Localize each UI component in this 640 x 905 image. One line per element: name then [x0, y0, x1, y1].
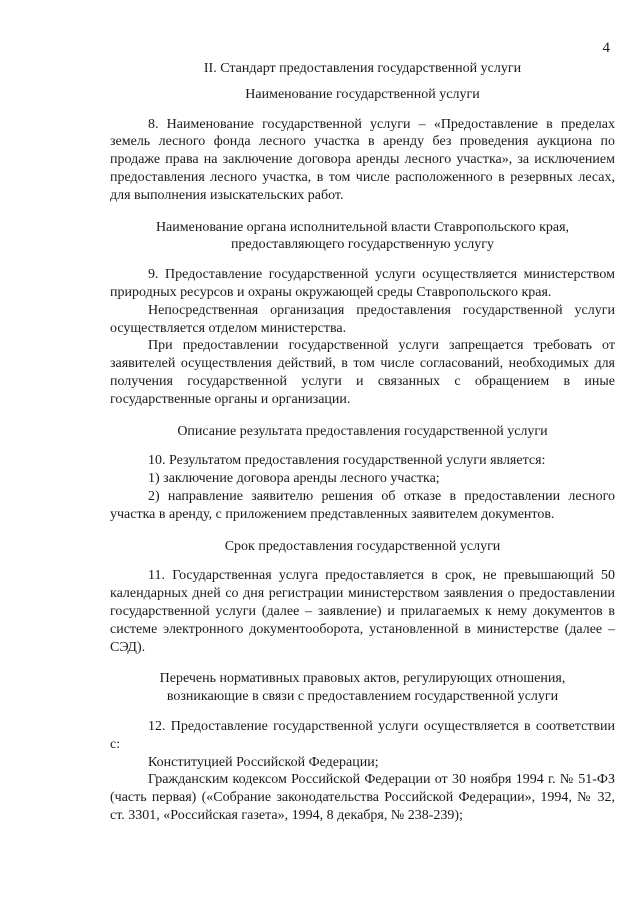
- page-number: 4: [602, 40, 610, 56]
- subsection-title-service-name: Наименование государственной услуги: [245, 86, 480, 102]
- list-item-result-2: 2) направление заявителю решения об отказе в предоставлении лесного участка в аренду, с приложением представленных заявителем документов.: [110, 488, 615, 522]
- paragraph-9-prohibition: При предоставлении государственной услуги запрещается требовать от заявителей осуществления действий, в том числе согласований, необходимых для получения государственной услуги и связанных с обращением в иные государственные органы и организации.: [110, 338, 615, 407]
- subsection-title-executive-body: Наименование органа исполнительной власти Ставропольского края, предоставляющего государственную услугу: [155, 219, 570, 253]
- section-title: II. Стандарт предоставления государственной услуги: [203, 61, 522, 76]
- paragraph-9-organization: Непосредственная организация предоставления государственной услуги осуществляется отделом министерства.: [110, 302, 615, 336]
- subsection-title-legal-acts: Перечень нормативных правовых актов, регулирующих отношения, возникающие в связи с предоставлением государственной услуги: [159, 671, 566, 705]
- paragraph-11: 11. Государственная услуга предоставляется в срок, не превышающий 50 календарных дней со дня регистрации министерством заявления о предоставлении государственной услуги (далее – заявление) и прилагаемых к нему документов в системе электронного документооборота, установленной в министерстве (далее – СЭД).: [110, 568, 615, 655]
- paragraph-10: 10. Результатом предоставления государственной услуги является:: [148, 453, 546, 469]
- paragraph-9: 9. Предоставление государственной услуги осуществляется министерством природных ресурсов и охраны окружающей среды Ставропольского края.: [110, 267, 615, 300]
- paragraph-8: 8. Наименование государственной услуги – «Предоставление в пределах земель лесного фонда лесного участка в аренду без проведения аукциона по продаже права на заключение договора аренды лесного участка», за исключением предоставления лесного участка, в том числе расположенного в резервных лесах, для выполнения изыскательских работ.: [110, 116, 615, 203]
- list-item-result-1: 1) заключение договора аренды лесного участка;: [148, 471, 440, 487]
- legal-act-civil-code: Гражданским кодексом Российской Федерации от 30 ноября 1994 г. № 51-ФЗ (часть первая) («Собрание законодательства Российской Федерации», 1994, № 32, ст. 3301, «Российская газета», 1994, 8 декабря, № 238-239);: [110, 772, 615, 823]
- subsection-title-result: Описание результата предоставления государственной услуги: [177, 423, 548, 439]
- document-body: [110, 60, 615, 825]
- legal-act-constitution: Конституцией Российской Федерации;: [148, 754, 379, 770]
- paragraph-12: 12. Предоставление государственной услуги осуществляется в соответствии с:: [110, 718, 615, 752]
- subsection-title-term: Срок предоставления государственной услуги: [224, 538, 501, 554]
